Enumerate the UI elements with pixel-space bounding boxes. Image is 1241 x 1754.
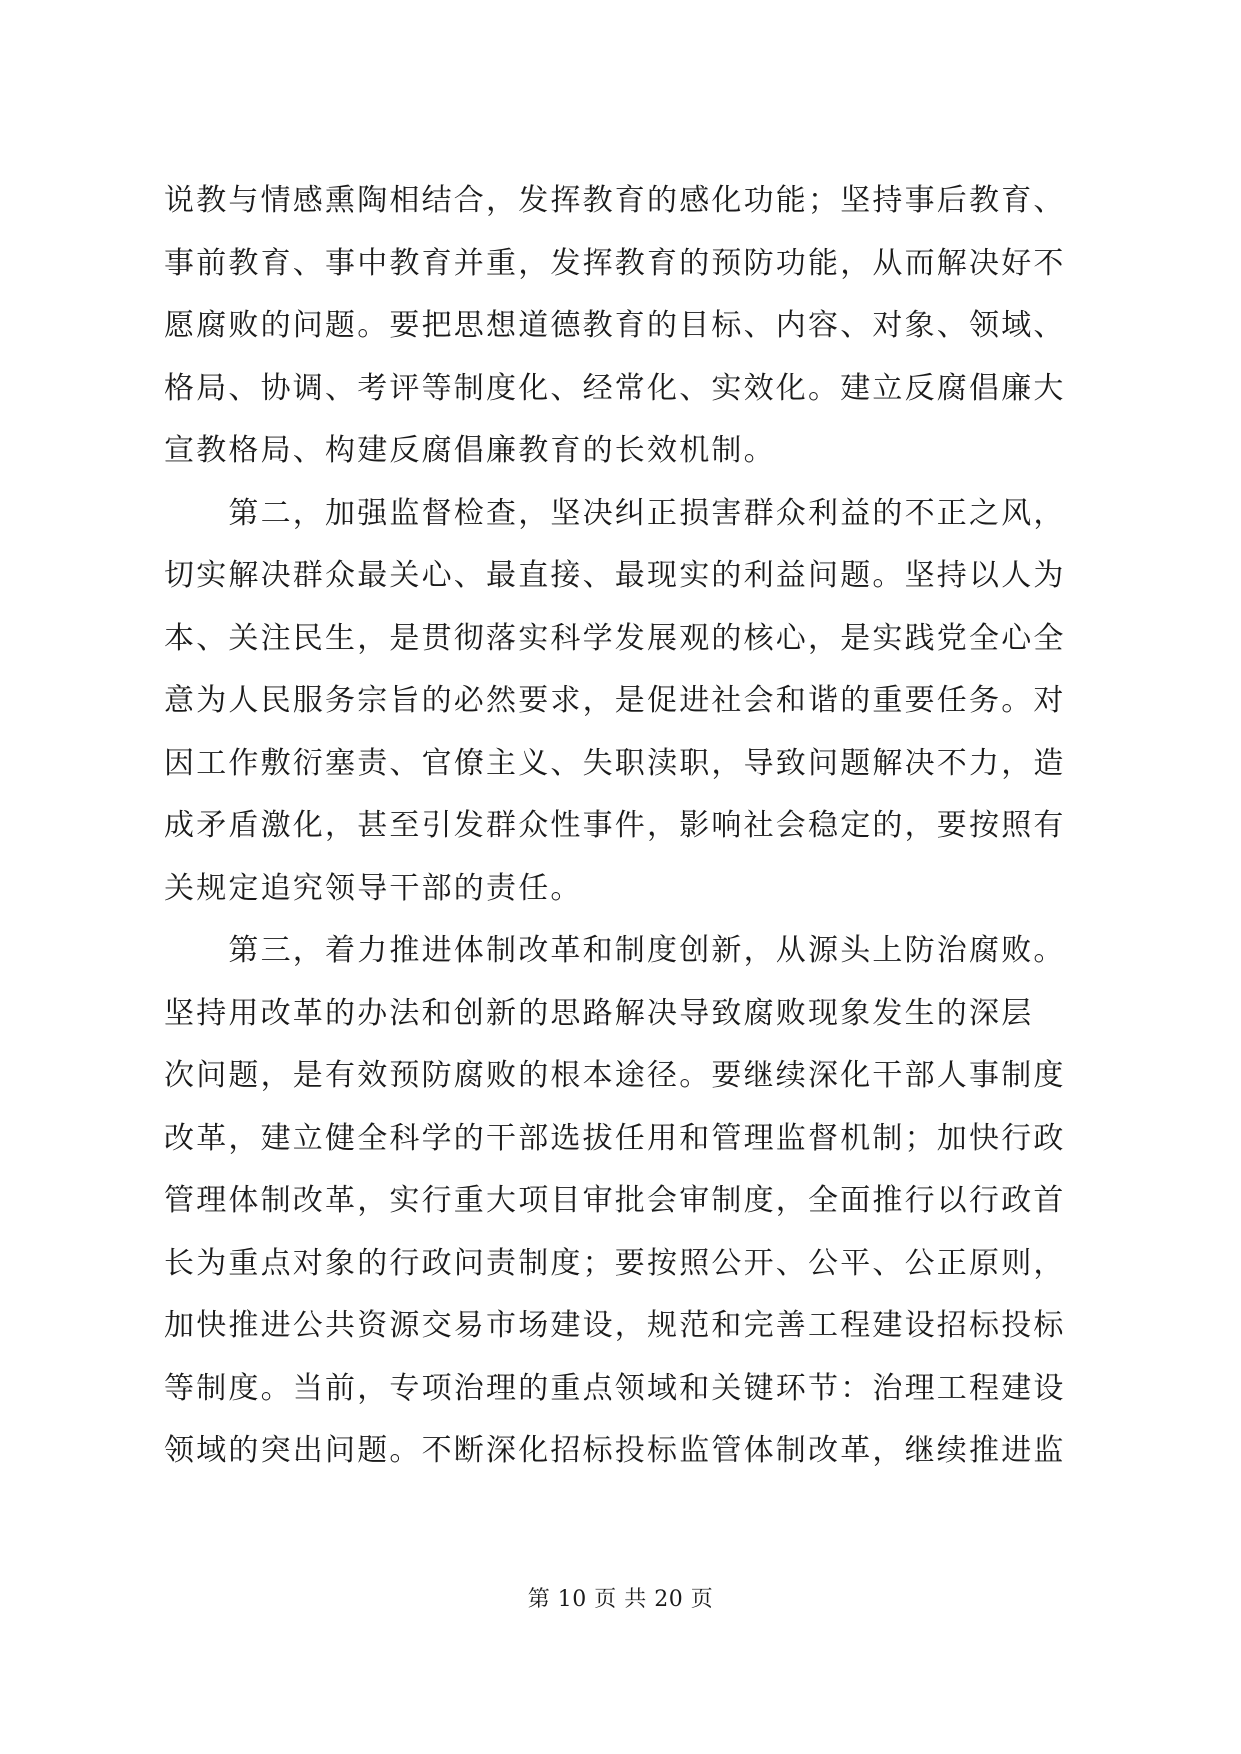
body-text [164,170,1084,1483]
text-line: 意为人民服务宗旨的必然要求，是促进社会和谐的重要任务。对 [164,683,1066,718]
text-line: 等制度。当前，专项治理的重点领域和关键环节：治理工程建设 [164,1370,1066,1406]
text-line: 愿腐败的问题。要把思想道德教育的目标、内容、对象、领域、 [164,308,1066,343]
text-line: 坚持用改革的办法和创新的思路解决导致腐败现象发生的深层 [164,995,1034,1031]
text-line: 宣教格局、构建反腐倡廉教育的长效机制。 [164,433,776,468]
text-line: 加快推进公共资源交易市场建设，规范和完善工程建设招标投标 [164,1308,1066,1343]
text-line: 切实解决群众最关心、最直接、最现实的利益问题。坚持以人为 [164,558,1066,593]
text-line: 事前教育、事中教育并重，发挥教育的预防功能，从而解决好不 [164,245,1066,281]
text-line: 长为重点对象的行政问责制度；要按照公开、公平、公正原则， [164,1245,1066,1281]
text-line: 第三，着力推进体制改革和制度创新，从源头上防治腐败。 [164,933,1066,968]
text-line: 关规定追究领导干部的责任。 [164,870,583,906]
page-number-footer: 第 10 页 共 20 页 [527,1587,714,1612]
text-line: 第二，加强监督检查，坚决纠正损害群众利益的不正之风， [164,495,1066,531]
text-line: 说教与情感熏陶相结合，发挥教育的感化功能；坚持事后教育、 [164,183,1066,218]
text-line: 格局、协调、考评等制度化、经常化、实效化。建立反腐倡廉大 [164,370,1066,406]
text-line: 管理体制改革，实行重大项目审批会审制度，全面推行以行政首 [164,1183,1066,1218]
text-line: 成矛盾激化，甚至引发群众性事件，影响社会稳定的，要按照有 [164,808,1066,843]
text-line: 领域的突出问题。不断深化招标投标监管体制改革，继续推进监 [164,1433,1066,1468]
text-line: 本、关注民生，是贯彻落实科学发展观的核心，是实践党全心全 [164,620,1066,656]
text-line: 次问题，是有效预防腐败的根本途径。要继续深化干部人事制度 [164,1058,1066,1093]
text-line: 改革，建立健全科学的干部选拔任用和管理监督机制；加快行政 [164,1120,1066,1156]
text-line: 因工作敷衍塞责、官僚主义、失职渎职，导致问题解决不力，造 [164,745,1066,781]
